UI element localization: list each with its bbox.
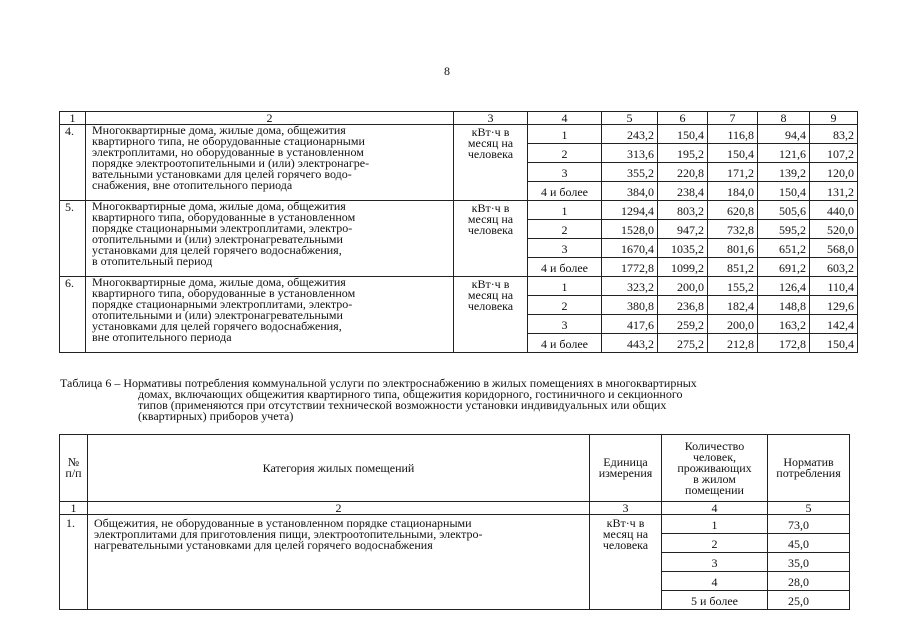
row-unit bbox=[454, 201, 528, 277]
norm-value: 155,2 bbox=[708, 277, 758, 296]
norm-value: 238,4 bbox=[658, 182, 708, 201]
row-index: 4. bbox=[60, 125, 86, 201]
people-count: 3 bbox=[662, 553, 768, 572]
norm-value: 801,6 bbox=[708, 239, 758, 258]
caption-line: Таблица 6 – Нормативы потребления коммунальной услуги по электроснабжению в жилых помещениях в многоквартирных bbox=[60, 376, 697, 390]
norm-value: 172,8 bbox=[758, 334, 810, 353]
text-line: кВт·ч в bbox=[471, 277, 510, 291]
people-count: 1 bbox=[528, 125, 602, 144]
text-line: отопительными и (или) электронагревательными bbox=[92, 232, 343, 246]
row-index: 6. bbox=[60, 277, 86, 353]
col-number: 1 bbox=[60, 502, 88, 515]
norm-value: 150,4 bbox=[708, 144, 758, 163]
row-unit bbox=[590, 515, 662, 610]
norm-value: 691,2 bbox=[758, 258, 810, 277]
col-number: 5 bbox=[602, 112, 658, 125]
page-number: 8 bbox=[444, 64, 450, 78]
norm-value: 803,2 bbox=[658, 201, 708, 220]
norm-value: 116,8 bbox=[708, 125, 758, 144]
text-line: установками для целей горячего водоснабжения, bbox=[92, 319, 342, 333]
text-line: электроплитами, но оборудованные в установленном bbox=[92, 145, 364, 159]
row-index: 5. bbox=[60, 201, 86, 277]
norm-value: 163,2 bbox=[758, 315, 810, 334]
text-line: установками для целей горячего водоснабжения, bbox=[92, 243, 342, 257]
norm-value: 45,0 bbox=[768, 534, 850, 553]
norm-value: 139,2 bbox=[758, 163, 810, 182]
people-count: 4 и более bbox=[528, 258, 602, 277]
norm-value: 212,8 bbox=[708, 334, 758, 353]
people-count: 4 bbox=[662, 572, 768, 591]
people-count: 2 bbox=[528, 144, 602, 163]
norm-value: 150,4 bbox=[658, 125, 708, 144]
norm-value: 313,6 bbox=[602, 144, 658, 163]
people-count: 4 и более bbox=[528, 182, 602, 201]
text-line: снабжения, вне отопительного периода bbox=[92, 178, 293, 192]
norm-value: 110,4 bbox=[810, 277, 858, 296]
text-line: месяц на bbox=[467, 288, 514, 302]
people-count: 1 bbox=[528, 201, 602, 220]
text-line: квартирного типа, оборудованные в установленном bbox=[92, 210, 356, 224]
text-line: кВт·ч в bbox=[471, 125, 510, 139]
row-unit bbox=[454, 277, 528, 353]
col-number: 4 bbox=[662, 502, 768, 515]
text-line: отопительными и (или) электронагревательными bbox=[92, 308, 343, 322]
caption-line: (квартирных) приборов учета) bbox=[138, 409, 294, 423]
people-count: 1 bbox=[662, 515, 768, 534]
norm-value: 126,4 bbox=[758, 277, 810, 296]
norm-value: 220,8 bbox=[658, 163, 708, 182]
row-description bbox=[88, 515, 590, 610]
norm-value: 35,0 bbox=[768, 553, 850, 572]
norm-value: 947,2 bbox=[658, 220, 708, 239]
norm-value: 243,2 bbox=[602, 125, 658, 144]
text-line: вательными установками для целей горячего водо- bbox=[92, 167, 352, 181]
text-line: электроплитами для приготовления пищи, электроотопительными, электро- bbox=[94, 527, 483, 541]
norm-value: 1528,0 bbox=[602, 220, 658, 239]
people-count: 3 bbox=[528, 163, 602, 182]
col-number: 9 bbox=[810, 112, 858, 125]
text-line: квартирного типа, оборудованные в установленном bbox=[92, 286, 356, 300]
caption-line: типов (применяются при отсутствии технической возможности установки индивидуальных или общих bbox=[138, 398, 667, 412]
people-count: 2 bbox=[662, 534, 768, 553]
text-line: человека bbox=[602, 538, 649, 552]
norm-value: 732,8 bbox=[708, 220, 758, 239]
norm-value: 568,0 bbox=[810, 239, 858, 258]
col-number: 1 bbox=[60, 112, 86, 125]
text-line: в отопительный период bbox=[92, 254, 213, 268]
people-count: 3 bbox=[528, 239, 602, 258]
norm-value: 120,0 bbox=[810, 163, 858, 182]
norm-value: 200,0 bbox=[708, 315, 758, 334]
table-row bbox=[60, 515, 850, 534]
people-count: 1 bbox=[528, 277, 602, 296]
row-unit bbox=[454, 125, 528, 201]
text-line: месяц на bbox=[467, 212, 514, 226]
col-number: 4 bbox=[528, 112, 602, 125]
norm-value: 1670,4 bbox=[602, 239, 658, 258]
norm-value: 236,8 bbox=[658, 296, 708, 315]
text-line: Многоквартирные дома, жилые дома, общежития bbox=[92, 276, 346, 289]
header-norm: Норматив потребления bbox=[768, 435, 850, 502]
norm-value: 505,6 bbox=[758, 201, 810, 220]
norm-value: 25,0 bbox=[768, 591, 850, 610]
header-category: Категория жилых помещений bbox=[88, 435, 590, 502]
caption-line: домах, включающих общежития квартирного типа, общежития коридорного, гостиничного и секционного bbox=[138, 387, 683, 401]
column-number-row bbox=[60, 112, 858, 125]
norm-value: 107,2 bbox=[810, 144, 858, 163]
text-line: порядке электроотопительными и (или) электронагре- bbox=[92, 156, 370, 170]
norm-value: 182,4 bbox=[708, 296, 758, 315]
text-line: порядке стационарными электроплитами, электро- bbox=[92, 221, 353, 235]
col-number: 8 bbox=[758, 112, 810, 125]
text-line: человека bbox=[467, 299, 514, 313]
row-description bbox=[86, 277, 454, 353]
norm-value: 150,4 bbox=[810, 334, 858, 353]
norm-value: 1099,2 bbox=[658, 258, 708, 277]
people-count: 4 и более bbox=[528, 334, 602, 353]
norm-value: 603,2 bbox=[810, 258, 858, 277]
row-index: 1. bbox=[60, 515, 88, 610]
norm-value: 184,0 bbox=[708, 182, 758, 201]
norm-value: 851,2 bbox=[708, 258, 758, 277]
norm-value: 417,6 bbox=[602, 315, 658, 334]
table-6-caption bbox=[60, 378, 850, 422]
text-line: Многоквартирные дома, жилые дома, общежития bbox=[92, 124, 346, 137]
col-number: 7 bbox=[708, 112, 758, 125]
row-description bbox=[86, 201, 454, 277]
col-number: 6 bbox=[658, 112, 708, 125]
col-number: 2 bbox=[88, 502, 590, 515]
norm-value: 150,4 bbox=[758, 182, 810, 201]
text-line: месяц на bbox=[602, 527, 649, 541]
people-count: 3 bbox=[528, 315, 602, 334]
header-people: Количество человек, проживающих в жилом помещении bbox=[662, 435, 768, 502]
people-count: 2 bbox=[528, 220, 602, 239]
header-unit: Единица измерения bbox=[590, 435, 662, 502]
text-line: нагревательными установками для целей горячего водоснабжения bbox=[94, 538, 433, 552]
text-line: порядке стационарными электроплитами, электро- bbox=[92, 297, 353, 311]
row-description bbox=[86, 125, 454, 201]
norm-value: 1772,8 bbox=[602, 258, 658, 277]
col-number: 2 bbox=[86, 112, 454, 125]
norm-value: 384,0 bbox=[602, 182, 658, 201]
norm-value: 1035,2 bbox=[658, 239, 708, 258]
text-line: месяц на bbox=[467, 136, 514, 150]
norm-value: 28,0 bbox=[768, 572, 850, 591]
norm-value: 275,2 bbox=[658, 334, 708, 353]
norm-value: 595,2 bbox=[758, 220, 810, 239]
norm-value: 148,8 bbox=[758, 296, 810, 315]
norm-value: 83,2 bbox=[810, 125, 858, 144]
text-line: кВт·ч в bbox=[606, 516, 645, 530]
norm-value: 1294,4 bbox=[602, 201, 658, 220]
norm-value: 380,8 bbox=[602, 296, 658, 315]
text-line: Общежития, не оборудованные в установленном порядке стационарными bbox=[94, 516, 472, 530]
people-count: 2 bbox=[528, 296, 602, 315]
text-line: кВт·ч в bbox=[471, 201, 510, 215]
header-num: № п/п bbox=[60, 435, 88, 502]
norm-value: 520,0 bbox=[810, 220, 858, 239]
norm-value: 323,2 bbox=[602, 277, 658, 296]
table-row bbox=[60, 201, 858, 220]
norm-value: 355,2 bbox=[602, 163, 658, 182]
norm-value: 440,0 bbox=[810, 201, 858, 220]
norm-value: 620,8 bbox=[708, 201, 758, 220]
norm-value: 142,4 bbox=[810, 315, 858, 334]
norm-value: 443,2 bbox=[602, 334, 658, 353]
text-line: человека bbox=[467, 223, 514, 237]
norm-value: 121,6 bbox=[758, 144, 810, 163]
table-6 bbox=[59, 434, 850, 610]
norm-value: 171,2 bbox=[708, 163, 758, 182]
table-row bbox=[60, 125, 858, 144]
text-line: квартирного типа, не оборудованные стационарными bbox=[92, 134, 365, 148]
column-number-row bbox=[60, 502, 850, 515]
header-row bbox=[60, 435, 850, 502]
text-line: Многоквартирные дома, жилые дома, общежития bbox=[92, 200, 346, 213]
norm-value: 259,2 bbox=[658, 315, 708, 334]
norm-value: 195,2 bbox=[658, 144, 708, 163]
col-number: 3 bbox=[454, 112, 528, 125]
norms-table-continued bbox=[59, 111, 858, 353]
norm-value: 131,2 bbox=[810, 182, 858, 201]
table-row bbox=[60, 277, 858, 296]
norm-value: 651,2 bbox=[758, 239, 810, 258]
norm-value: 73,0 bbox=[768, 515, 850, 534]
norm-value: 129,6 bbox=[810, 296, 858, 315]
text-line: вне отопительного периода bbox=[92, 330, 232, 344]
people-count: 5 и более bbox=[662, 591, 768, 610]
col-number: 5 bbox=[768, 502, 850, 515]
text-line: человека bbox=[467, 147, 514, 161]
col-number: 3 bbox=[590, 502, 662, 515]
norm-value: 200,0 bbox=[658, 277, 708, 296]
norm-value: 94,4 bbox=[758, 125, 810, 144]
